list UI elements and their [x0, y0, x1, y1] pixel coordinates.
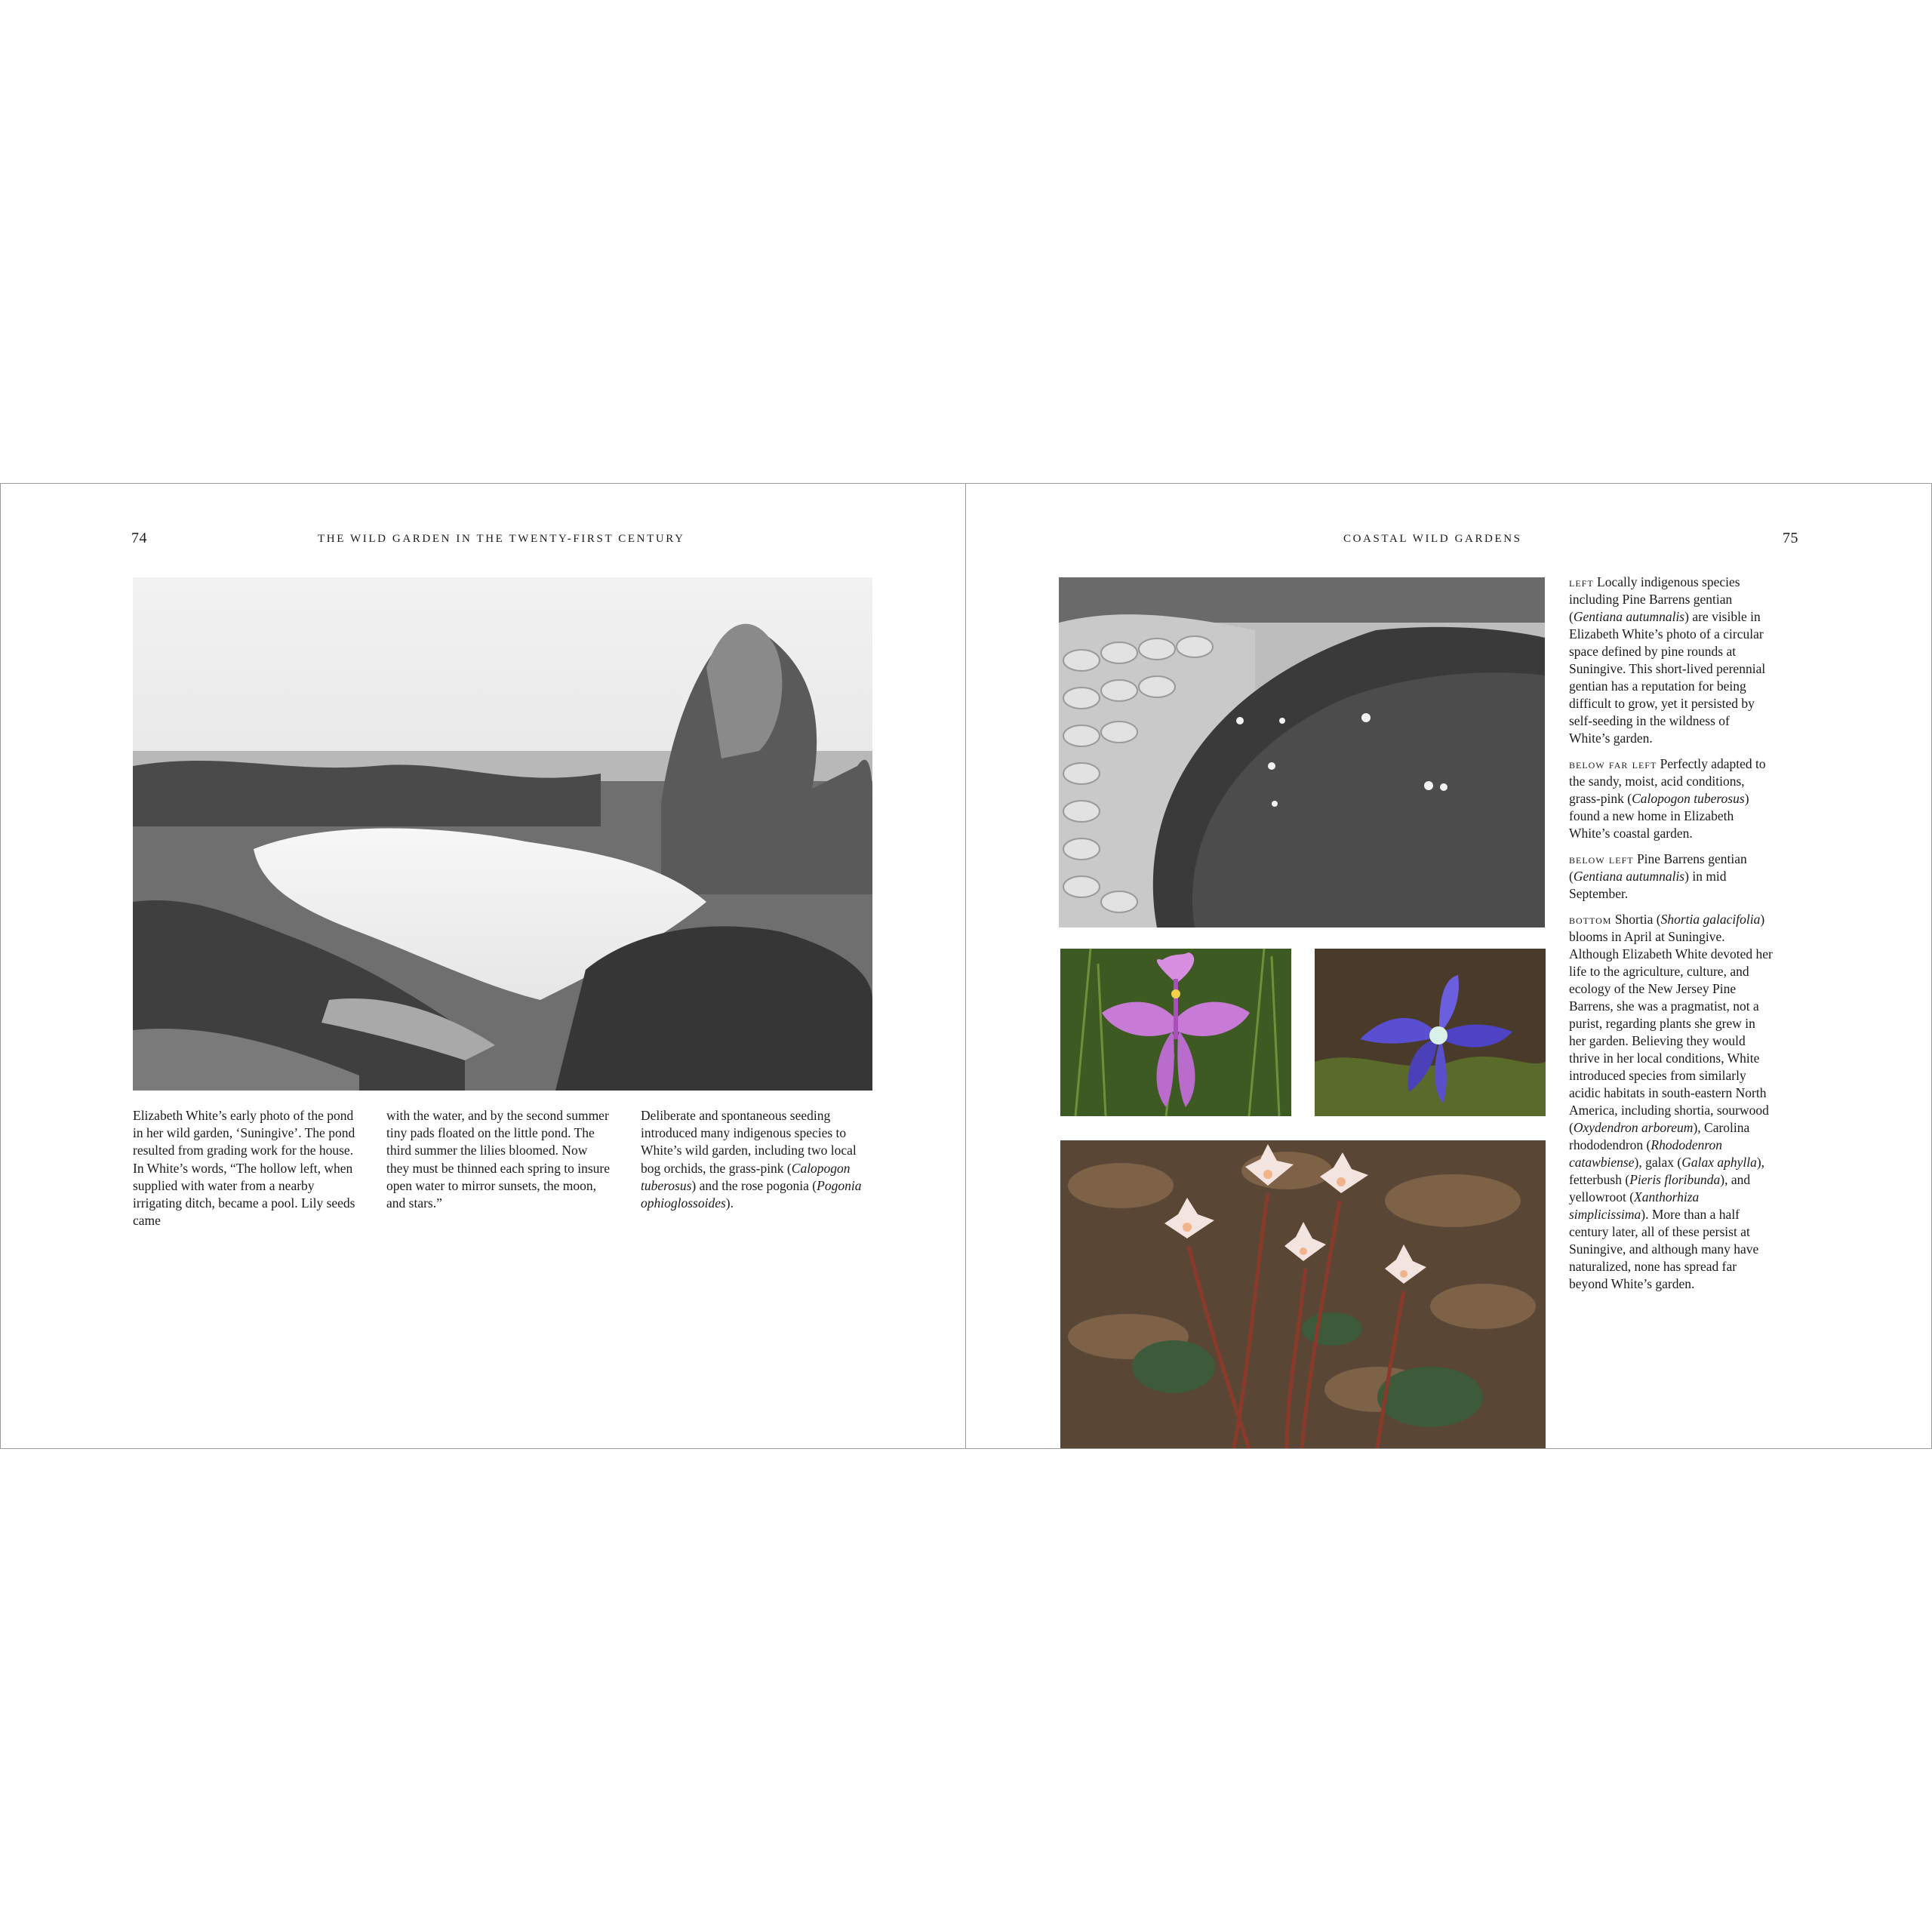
grass-pink-photo [1060, 949, 1291, 1116]
caption-left: left Locally indigenous species including Pine Barrens gentian (Gentiana autumnalis) are visible in Elizabeth White’s photo of a circular space defined by pine rounds at Suningive. This short-lived perennial gentian has a reputation for being difficult to grow, yet it persisted by self-seeding in the wildness of White’s garden. [1569, 574, 1766, 746]
pine-rounds-photo [1059, 577, 1545, 928]
pond-caption-col1: Elizabeth White’s early photo of the pond in her wild garden, ‘Suningive’. The pond resulted from grading work for the house. In White’s words, “The hollow left, when supplied with water from a nearby irrigating ditch, became a pool. Lily seeds came [133, 1108, 355, 1229]
right-page-captions [1569, 574, 1773, 1301]
gentian-photo [1315, 949, 1546, 1116]
seeding-caption: Deliberate and spontaneous seeding introduced many indigenous species to White’s wild garden, including two local bog orchids, the grass-pink (Calopogon tuberosus) and the rose pogonia (Pogonia ophioglossoides). [641, 1108, 862, 1211]
shortia-photo [1060, 1140, 1546, 1448]
right-page-number: 75 [1783, 530, 1798, 546]
caption-below-far-left: below far left Perfectly adapted to the sandy, moist, acid conditions, grass-pink (Calopogon tuberosus) found a new home in Elizabeth White’s coastal garden. [1569, 756, 1766, 841]
right-running-head: COASTAL WILD GARDENS [1343, 533, 1522, 545]
caption-below-left: below left Pine Barrens gentian (Gentiana autumnalis) in mid September. [1569, 851, 1747, 901]
left-running-head: THE WILD GARDEN IN THE TWENTY-FIRST CENTURY [318, 533, 685, 545]
page-gutter [965, 483, 966, 1449]
pond-photo [133, 577, 872, 1091]
left-page-number: 74 [131, 530, 147, 546]
caption-bottom: bottom Shortia (Shortia galacifolia) blooms in April at Suningive. Although Elizabeth White devoted her life to the agriculture, culture, and ecology of the New Jersey Pine Barrens, she was a pragmatist, not a purist, regarding plants she grew in her garden. Believing they would thrive in her local conditions, White introduced species from similarly acidic habitats in south-eastern North America, including shortia, sourwood (Oxydendron arboreum), Carolina rhododendron (Rhododenron catawbiense), galax (Galax aphylla), fetterbush (Pieris floribunda), and yellowroot (Xanthorhiza simplicissima). More than a half century later, all of these persist at Suningive, and although many have naturalized, none has spread far beyond White’s garden. [1569, 912, 1773, 1291]
pond-caption-col2: with the water, and by the second summer tiny pads floated on the little pond. The third summer the lilies bloomed. Now they must be thinned each spring to insure open water to mirror sunsets, the moon, and stars.” [386, 1108, 610, 1211]
